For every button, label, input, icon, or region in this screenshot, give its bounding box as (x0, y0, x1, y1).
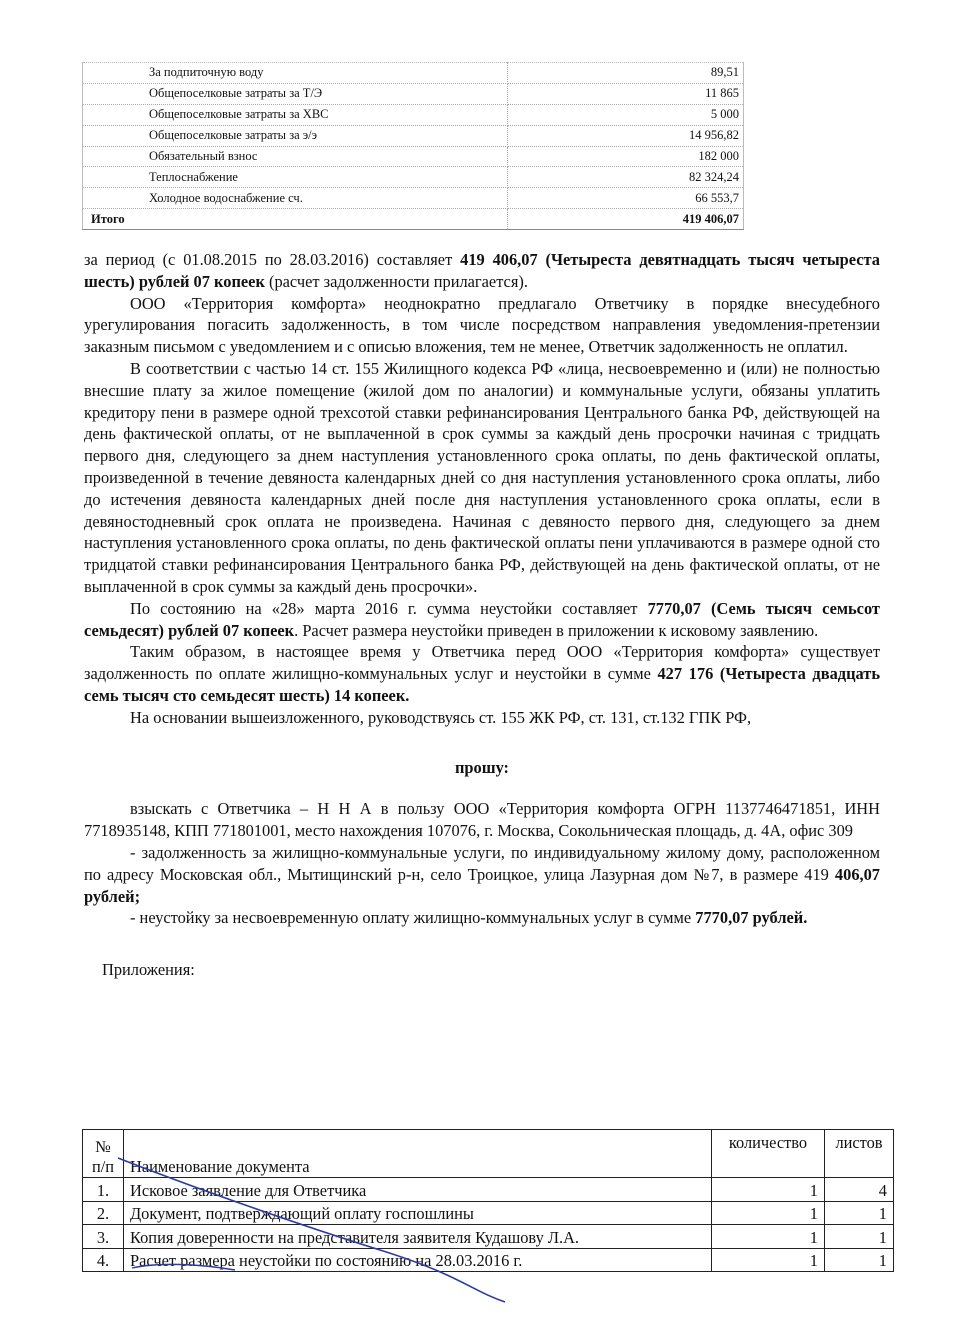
charge-name: Общепоселковые затраты за э/э (83, 125, 508, 146)
charge-row (83, 63, 744, 84)
attachment-qty: 1 (712, 1225, 825, 1249)
charge-name: Обязательный взнос (83, 146, 508, 167)
claim-debt-item: - задолженность за жилищно-коммунальные услуги, по индивидуальному жилому дому, расположенном по адресу Московская обл., Мытищинский р-н, село Троицкое, улица Лазурная дом №7, в размере 419 406,07 рублей; (84, 842, 880, 906)
charge-value: 89,51 (508, 63, 744, 84)
charge-name: Общепоселковые затраты за ХВС (83, 104, 508, 125)
attachment-row (83, 1225, 894, 1249)
total-value: 419 406,07 (508, 209, 744, 230)
attachment-row (83, 1178, 894, 1202)
charge-value: 11 865 (508, 83, 744, 104)
charge-value: 182 000 (508, 146, 744, 167)
attachments-table (82, 1129, 894, 1272)
claim-paragraph: взыскать с Ответчика – Н Н А в пользу ООО «Территория комфорта ОГРН 1137746471851, ИНН 7718935148, КПП 771801001, место нахождения 107076, г. Москва, Сокольническая площадь, д. 4А, офис 309 (84, 799, 880, 841)
charge-value: 66 553,7 (508, 188, 744, 209)
header-sheets: листов (825, 1130, 894, 1178)
attachments-title: Приложения: (102, 960, 195, 980)
attachment-name: Копия доверенности на представителя заявителя Кудашову Л.А. (124, 1225, 712, 1249)
header-name: Наименование документа (124, 1130, 712, 1178)
charge-name: Холодное водоснабжение сч. (83, 188, 508, 209)
attachment-qty: 1 (712, 1178, 825, 1202)
attachment-sheets: 1 (825, 1225, 894, 1249)
charge-value: 82 324,24 (508, 167, 744, 188)
charge-row (83, 146, 744, 167)
attachment-sheets: 1 (825, 1248, 894, 1272)
total-debt-paragraph: Таким образом, в настоящее время у Ответчика перед ООО «Территория комфорта» существует задолженность по оплате жилищно-коммунальных услуг и неустойки в сумме 427 176 (Четыреста двадцать семь тысяч сто семьдесят шесть) 14 копеек. (84, 642, 880, 705)
attachment-qty: 1 (712, 1248, 825, 1272)
header-num: № п/п (83, 1130, 124, 1178)
attachment-sheets: 1 (825, 1201, 894, 1225)
legal-basis-paragraph: На основании вышеизложенного, руководствуясь ст. 155 ЖК РФ, ст. 131, ст.132 ГПК РФ, (130, 707, 752, 727)
charge-name: За подпиточную воду (83, 63, 508, 84)
attachment-sheets: 4 (825, 1178, 894, 1202)
attachment-name: Расчет размера неустойки по состоянию на 28.03.2016 г. (124, 1248, 712, 1272)
request-heading: прошу: (454, 757, 510, 777)
attachment-name: Исковое заявление для Ответчика (124, 1178, 712, 1202)
attachment-name: Документ, подтверждающий оплату госпошлины (124, 1201, 712, 1225)
charge-row (83, 104, 744, 125)
charge-value: 14 956,82 (508, 125, 744, 146)
charge-name: Теплоснабжение (83, 167, 508, 188)
attachment-num: 2. (83, 1201, 124, 1225)
attachment-qty: 1 (712, 1201, 825, 1225)
charge-name: Общепоселковые затраты за Т/Э (83, 83, 508, 104)
period-paragraph: за период (с 01.08.2015 по 28.03.2016) составляет 419 406,07 (Четыреста девятнадцать тысяч четыреста шесть) рублей 07 копеек (расчет задолженности прилагается). (84, 250, 880, 291)
document-body (84, 249, 880, 981)
charges-table (82, 62, 744, 230)
attachments-header-row (83, 1130, 894, 1178)
charge-row (83, 188, 744, 209)
pretrial-paragraph: ООО «Территория комфорта» неоднократно предлагало Ответчику в порядке внесудебного урегулирования погасить задолженность, в том числе посредством направления уведомления-претензии заказным письмом с уведомлением и с описью вложения, тем не менее, Ответчик задолженность не оплатил. (84, 293, 880, 357)
charge-value: 5 000 (508, 104, 744, 125)
total-label: Итого (83, 209, 508, 230)
attachment-row (83, 1248, 894, 1272)
penalty-paragraph: По состоянию на «28» марта 2016 г. сумма неустойки составляет 7770,07 (Семь тысяч семьсот семьдесят) рублей 07 копеек. Расчет размера неустойки приведен в приложении к исковому заявлению. (84, 598, 880, 640)
attachment-num: 1. (83, 1178, 124, 1202)
charges-total-row (83, 209, 744, 230)
law-citation-paragraph: В соответствии с частью 14 ст. 155 Жилищного кодекса РФ «лица, несвоевременно и (или) не полностью внесшие плату за жилое помещение (жилой дом по аналогии) и коммунальные услуги, обязаны уплатить кредитору пени в размере одной трехсотой ставки рефинансирования Центрального банка РФ, действующей на день фактической оплаты, от не выплаченной в срок суммы за каждый день просрочки начиная с тридцать первого дня, следующего за днем наступления установленного срока оплаты, по день фактической оплаты, произведенной в течение девяноста календарных дней со дня наступления установленного срока оплаты, либо до истечения девяноста календарных дней после дня наступления установленного срока оплаты, если в девяностодневный срок оплата не произведена. Начиная с девяносто первого дня, следующего за днем наступления установленного срока оплаты, по день фактической оплаты пени уплачиваются в размере одной сто тридцатой ставки рефинансирования Центрального банка РФ, действующей на день фактической оплаты, от не выплаченной в срок суммы за каждый день просрочки». (84, 358, 880, 596)
attachment-row (83, 1201, 894, 1225)
attachment-num: 4. (83, 1248, 124, 1272)
charge-row (83, 83, 744, 104)
attachment-num: 3. (83, 1225, 124, 1249)
charge-row (83, 167, 744, 188)
header-qty: количество (712, 1130, 825, 1178)
charge-row (83, 125, 744, 146)
claim-penalty-item: - неустойку за несвоевременную оплату жилищно-коммунальных услуг в сумме 7770,07 рублей. (130, 908, 808, 928)
